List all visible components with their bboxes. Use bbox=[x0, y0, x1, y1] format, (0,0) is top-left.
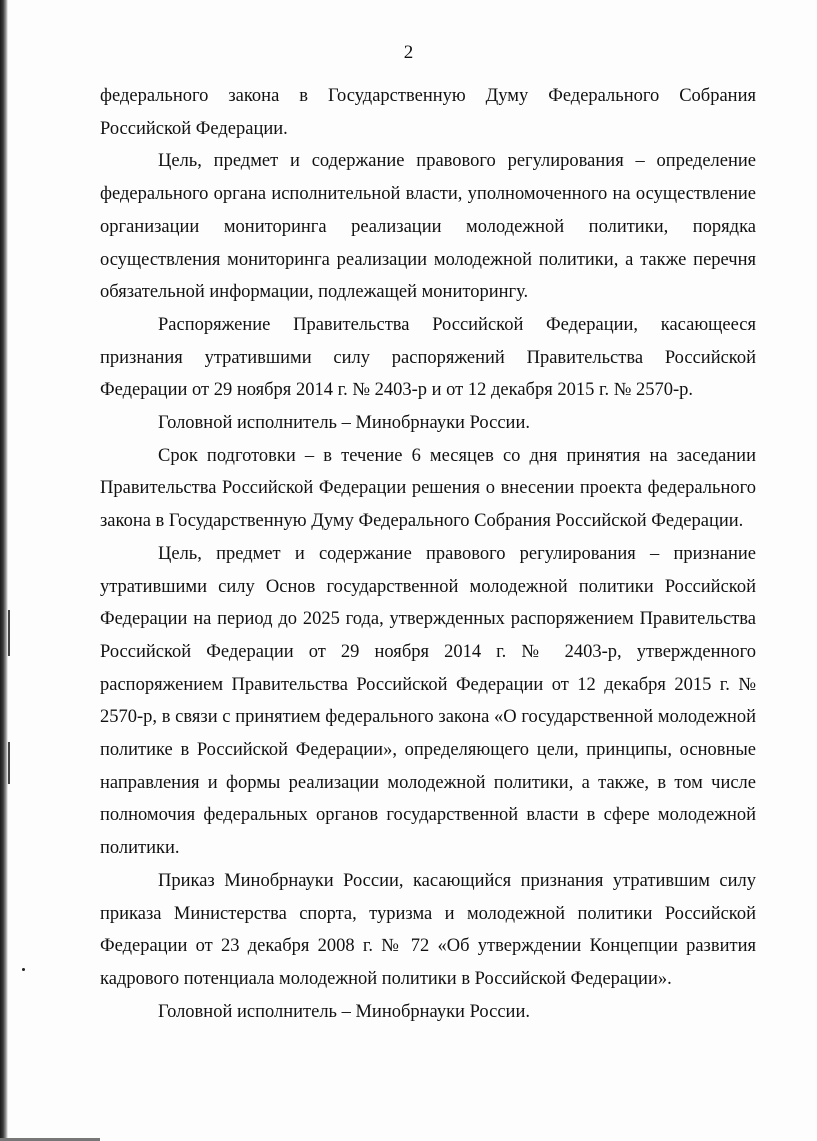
paragraph-regulation-goal-monitoring: Цель, предмет и содержание правового регулирования – определение федерального органа исполнительной власти, уполномоченного на осуществление организации мониторинга реализации молодежной политики, порядка осуществления мониторинга реализации молодежной политики, а также перечня обязательной информации, подлежащей мониторингу. bbox=[100, 151, 756, 303]
paragraph-lead-executor: Головной исполнитель – Минобрнауки России. bbox=[158, 413, 530, 434]
paragraph-ministry-order: Приказ Минобрнауки России, касающийся признания утратившим силу приказа Министерства спорта, туризма и молодежной политики Российской Федерации от 23 декабря 2008 г. № 72 «Об утверждении Концепции развития кадрового потенциала молодежной политики в Российской Федерации». bbox=[100, 870, 756, 989]
document-body bbox=[100, 80, 756, 1028]
scan-left-edge bbox=[0, 0, 8, 1141]
paragraph-government-order: Распоряжение Правительства Российской Федерации, касающееся признания утратившими силу распоряжений Правительства Российской Федерации от 29 ноября 2014 г. № 2403-р и от 12 декабря 2015 г. № 2570-р. bbox=[100, 314, 756, 401]
paragraph-lead-executor-2: Головной исполнитель – Минобрнауки России. bbox=[158, 1001, 530, 1022]
page-number: 2 bbox=[403, 42, 414, 63]
paragraph-continuation: федерального закона в Государственную Думу Федерального Собрания Российской Федерации. bbox=[100, 86, 756, 139]
paragraph-preparation-term: Срок подготовки – в течение 6 месяцев со дня принятия на заседании Правительства Российской Федерации решения о внесении проекта федерального закона в Государственную Думу Федерального Собрания Российской Федерации. bbox=[100, 445, 756, 532]
margin-mark bbox=[8, 742, 10, 784]
paragraph-regulation-goal-repeal: Цель, предмет и содержание правового регулирования – признание утратившими силу Основ государственной молодежной политики Российской Федерации на период до 2025 года, утвержденных распоряжением Правительства Российской Федерации от 29 ноября 2014 г. № 2403-р, утвержденного распоряжением Правительства Российской Федерации от 12 декабря 2015 г. № 2570-р, в связи с принятием федерального закона «О государственной молодежной политике в Российской Федерации», определяющего цели, принципы, основные направления и формы реализации молодежной политики, а также, в том числе полномочия федеральных органов государственной власти в сфере молодежной политики. bbox=[100, 543, 756, 859]
margin-mark bbox=[8, 610, 10, 656]
scan-speck bbox=[22, 968, 25, 971]
